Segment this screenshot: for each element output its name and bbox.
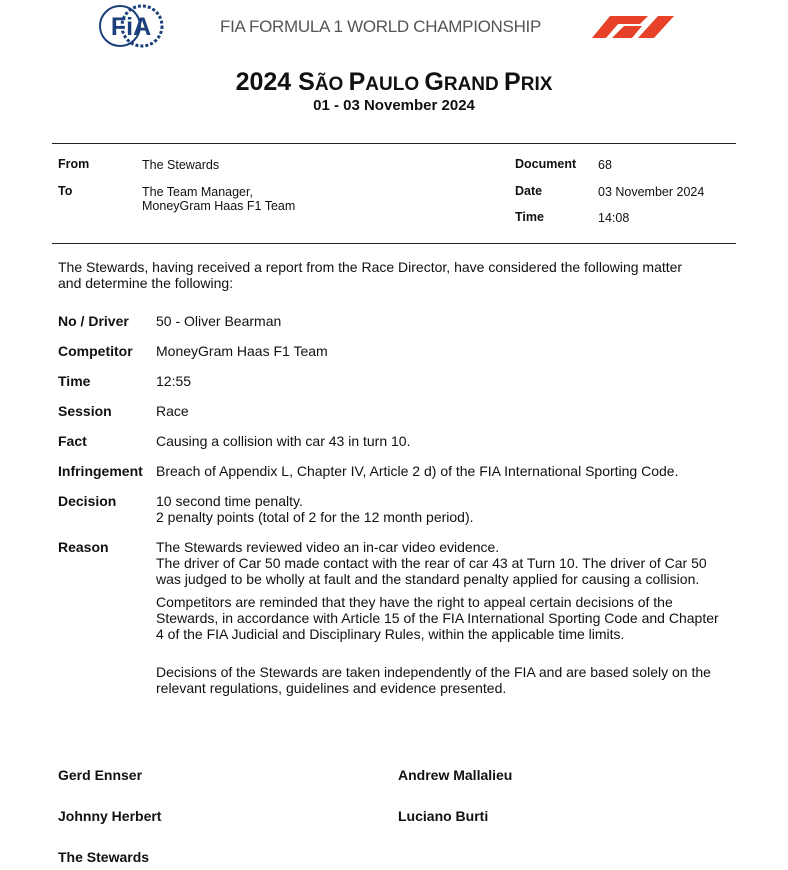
field-label: Infringement [58,463,143,479]
field-label: Competitor [58,343,133,359]
event-title: 2024 SÃO PAULO GRAND PRIX [235,68,553,96]
date-label: Date [515,184,543,198]
field-label: Fact [58,433,87,449]
to-label: To [58,184,73,198]
to-value: The Team Manager, MoneyGram Haas F1 Team [142,185,296,213]
reason-value: The Stewards reviewed video an in-car video evidence. The driver of Car 50 made contact with the rear of car 43 at Turn 10. The driver of Car 50 was judged to be wholly at fault and the standard penalty applied for causing a collision. Competitors are reminded that they have the right to appeal certain decisions of the Stewards, in accordance with Article 15 of the FIA International Sporting Code and Chapter 4 of the FIA Judicial and Disciplinary Rules, within the applicable time limits. Decisions of the Stewards are taken independently of the FIA and are based solely on the relevant regulations, guidelines and evidence presented. [156,539,726,696]
steward-signature: Andrew Mallalieu [398,767,513,783]
svg-text:FiA: FiA [110,13,152,41]
appeal-notice: Competitors are reminded that they have the right to appeal certain decisions of the Stewards, in accordance with Article 15 of the FIA International Sporting Code and Chapter 4 of the FIA Judicial and Disciplinary Rules, within the applicable time limits. [156,594,719,642]
steward-signature: Luciano Burti [398,808,489,824]
divider [52,143,736,144]
field-label: Decision [58,493,117,509]
fia-logo-icon [98,4,164,48]
field-label: Session [58,403,112,419]
independence-notice: Decisions of the Stewards are taken independently of the FIA and are based solely on the relevant regulations, guidelines and evidence presented. [156,664,711,696]
time-value: 14:08 [598,211,630,225]
session-value: Race [156,403,189,419]
steward-signature: Johnny Herbert [58,808,162,824]
decision-value: 10 second time penalty. 2 penalty points (total of 2 for the 12 month period). [156,493,474,525]
infringement-value: Breach of Appendix L, Chapter IV, Article 2 d) of the FIA International Sporting Code. [156,463,679,479]
championship-header: FIA FORMULA 1 WORLD CHAMPIONSHIP [220,17,542,36]
fact-value: Causing a collision with car 43 in turn 10. [156,433,411,449]
f1-logo-icon [592,12,688,40]
competitor-value: MoneyGram Haas F1 Team [156,343,328,359]
date-value: 03 November 2024 [598,185,705,199]
document-number: 68 [598,158,612,172]
steward-signature: Gerd Ennser [58,767,143,783]
from-label: From [58,157,90,171]
driver-value: 50 - Oliver Bearman [156,313,282,329]
document-label: Document [515,157,577,171]
field-label: Reason [58,539,109,555]
time-value: 12:55 [156,373,192,389]
footer-stewards: The Stewards [58,849,150,865]
event-dates: 01 - 03 November 2024 [313,97,475,114]
from-value: The Stewards [142,158,220,172]
time-label: Time [515,210,544,224]
divider [52,243,736,244]
field-label: No / Driver [58,313,129,329]
field-label: Time [58,373,91,389]
intro-text: The Stewards, having received a report from the Race Director, have considered the following matter and determine the following: [58,259,683,291]
